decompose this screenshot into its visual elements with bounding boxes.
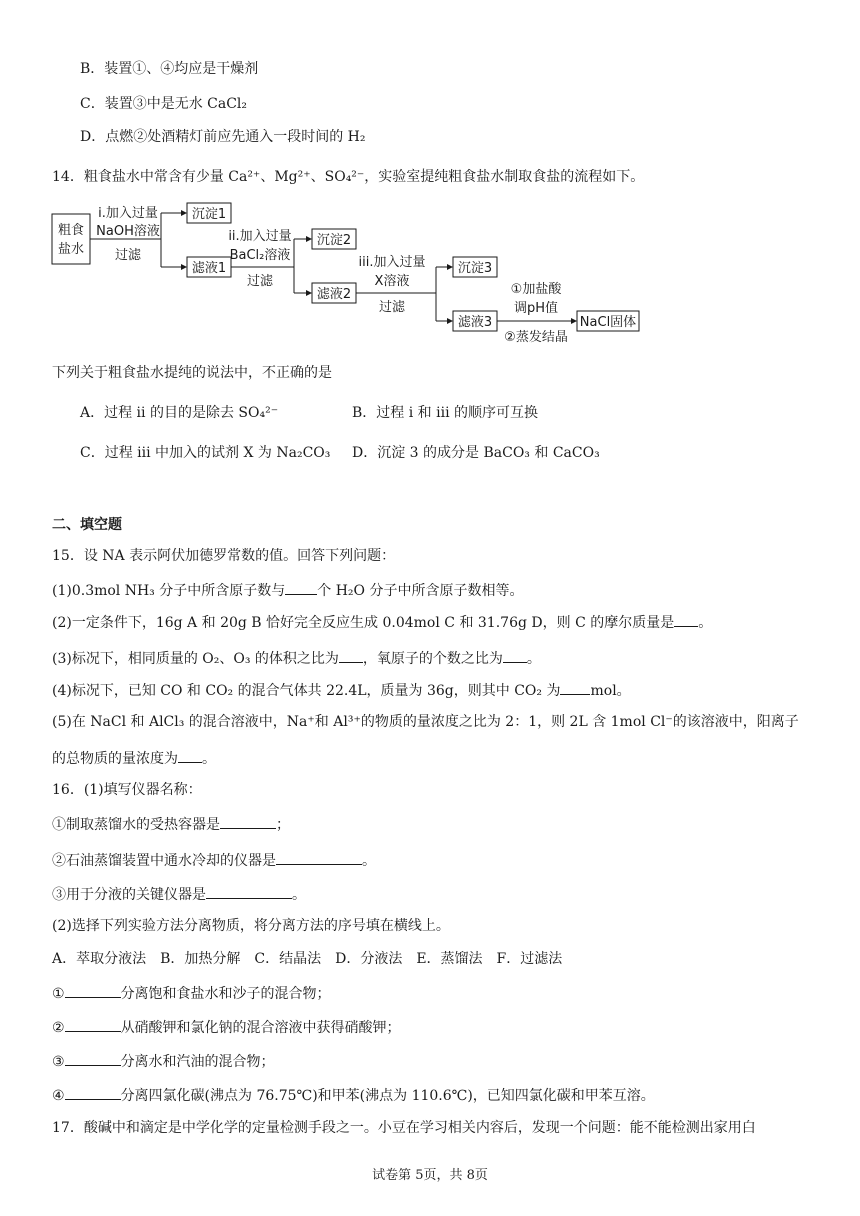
q16-methods: A．萃取分液法 B．加热分解 C．结晶法 D．分液法 E．蒸馏法 F．过滤法 bbox=[52, 951, 563, 967]
answer-blank[interactable] bbox=[65, 1085, 121, 1100]
answer-blank[interactable] bbox=[276, 850, 362, 865]
q16-item3: ③用于分液的关键仪器是 。 bbox=[52, 884, 306, 904]
flow-label-filtrate-2: 滤液2 bbox=[316, 287, 352, 302]
q16-sep4: ④ 分离四氯化碳(沸点为 76.75℃)和甲苯(沸点为 110.6℃)，已知四氯化碳和甲苯互溶。 bbox=[52, 1085, 655, 1105]
flow-step3-line1: iii.加入过量 bbox=[358, 255, 426, 270]
flow-label-crude-1: 粗食 bbox=[57, 223, 85, 238]
answer-blank[interactable] bbox=[285, 580, 317, 595]
q17-stem: 17．酸碱中和滴定是中学化学的定量检测手段之一。小豆在学习相关内容后，发现一个问题：能不能检测出家用白 bbox=[52, 1120, 756, 1136]
flow-step1-line3: 过滤 bbox=[114, 248, 142, 263]
q16-item1: ①制取蒸馏水的受热容器是 ； bbox=[52, 814, 290, 834]
flow-step2-line3: 过滤 bbox=[246, 274, 274, 289]
answer-blank[interactable] bbox=[65, 1017, 121, 1032]
q13-option-c: C．装置③中是无水 CaCl₂ bbox=[80, 96, 248, 112]
q15-part2: (2)一定条件下，16g A 和 20g B 恰好完全反应生成 0.04mol C 和 31.76g D，则 C 的摩尔质量是 。 bbox=[52, 612, 712, 632]
q15-part1: (1)0.3mol NH₃ 分子中所含原子数与 个 H₂O 分子中所含原子数相等。 bbox=[52, 580, 523, 600]
q14-option-a: A．过程 ii 的目的是除去 SO₄²⁻ bbox=[80, 405, 279, 421]
answer-blank[interactable] bbox=[560, 680, 590, 695]
answer-blank[interactable] bbox=[206, 884, 292, 899]
q15-part4: (4)标况下，已知 CO 和 CO₂ 的混合气体共 22.4L，质量为 36g，则其中 CO₂ 为 mol。 bbox=[52, 680, 631, 700]
flow-step2-line1: ii.加入过量 bbox=[228, 229, 292, 244]
flow-step3-line2: X溶液 bbox=[374, 274, 410, 289]
flow-step4-line1: ①加盐酸 bbox=[510, 282, 562, 297]
answer-blank[interactable] bbox=[503, 648, 527, 663]
flow-step1-line2: NaOH溶液 bbox=[96, 224, 160, 239]
q16-part2: (2)选择下列实验方法分离物质，将分离方法的序号填在横线上。 bbox=[52, 918, 450, 934]
flow-step1-line1: i.加入过量 bbox=[98, 206, 158, 221]
q14-stem: 14．粗食盐水中常含有少量 Ca²⁺、Mg²⁺、SO₄²⁻，实验室提纯粗食盐水制取食盐的流程如下。 bbox=[52, 169, 645, 185]
q15-stem: 15．设 NA 表示阿伏加德罗常数的值。回答下列问题： bbox=[52, 548, 396, 564]
q16-sep2: ② 从硝酸钾和氯化钠的混合溶液中获得硝酸钾； bbox=[52, 1017, 401, 1037]
page-footer: 试卷第 5页，共 8页 bbox=[372, 1168, 488, 1183]
flow-label-precipitate-2: 沉淀2 bbox=[316, 233, 352, 248]
answer-blank[interactable] bbox=[339, 648, 363, 663]
section-title: 二、填空题 bbox=[52, 517, 122, 533]
flow-label-precipitate-1: 沉淀1 bbox=[191, 207, 227, 222]
q14-option-b: B．过程 i 和 iii 的顺序可互换 bbox=[352, 405, 538, 421]
flow-label-filtrate-3: 滤液3 bbox=[457, 315, 493, 330]
flow-step4-line3: ②蒸发结晶 bbox=[504, 330, 568, 345]
q14-question: 下列关于粗食盐水提纯的说法中，不正确的是 bbox=[52, 365, 332, 381]
q14-option-d: D．沉淀 3 的成分是 BaCO₃ 和 CaCO₃ bbox=[352, 445, 600, 461]
q13-option-d: D．点燃②处酒精灯前应先通入一段时间的 H₂ bbox=[80, 129, 366, 145]
answer-blank[interactable] bbox=[178, 748, 202, 763]
q16-sep1: ① 分离饱和食盐水和沙子的混合物； bbox=[52, 983, 331, 1003]
answer-blank[interactable] bbox=[220, 814, 276, 829]
flow-label-filtrate-1: 滤液1 bbox=[191, 261, 227, 276]
purification-flowchart bbox=[48, 193, 688, 351]
flow-step2-line2: BaCl₂溶液 bbox=[229, 248, 291, 263]
q13-option-b: B．装置①、④均应是干燥剂 bbox=[80, 61, 259, 77]
answer-blank[interactable] bbox=[65, 983, 121, 998]
flow-step3-line3: 过滤 bbox=[378, 300, 406, 315]
q16-sep3: ③ 分离水和汽油的混合物； bbox=[52, 1051, 275, 1071]
flow-label-precipitate-3: 沉淀3 bbox=[457, 261, 493, 276]
answer-blank[interactable] bbox=[674, 612, 698, 627]
answer-blank[interactable] bbox=[65, 1051, 121, 1066]
flow-label-product: NaCl固体 bbox=[579, 315, 637, 330]
flow-label-crude-2: 盐水 bbox=[57, 242, 85, 257]
q16-item2: ②石油蒸馏装置中通水冷却的仪器是 。 bbox=[52, 850, 376, 870]
q15-part5-line1: (5)在 NaCl 和 AlCl₃ 的混合溶液中，Na⁺和 Al³⁺的物质的量浓度之比为 2：1，则 2L 含 1mol Cl⁻的该溶液中，阳离子 bbox=[52, 714, 799, 730]
q16-stem: 16．(1)填写仪器名称： bbox=[52, 782, 202, 798]
q15-part3: (3)标况下，相同质量的 O₂、O₃ 的体积之比为 ，氧原子的个数之比为 。 bbox=[52, 648, 541, 668]
q15-part5-line2: 的总物质的量浓度为 。 bbox=[52, 748, 216, 768]
flow-step4-line2: 调pH值 bbox=[513, 301, 559, 316]
q14-option-c: C．过程 iii 中加入的试剂 X 为 Na₂CO₃ bbox=[80, 445, 331, 461]
